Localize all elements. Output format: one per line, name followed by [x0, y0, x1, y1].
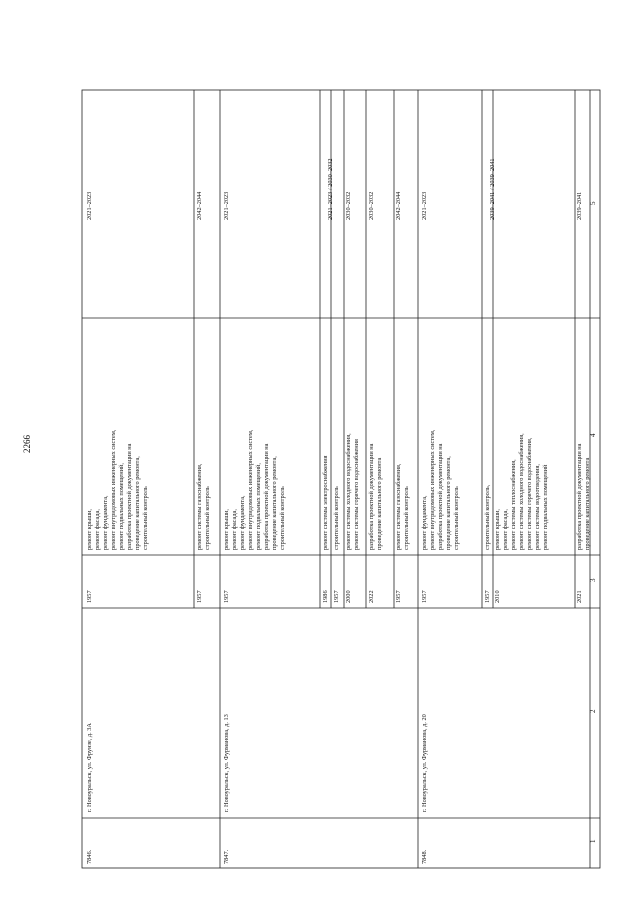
work-line: строительный контроль, [484, 484, 491, 550]
header-col-5: 5 [589, 201, 597, 205]
work-line: проведение капитального ремонта [584, 457, 591, 550]
work-line: проведение капитального ремонта [376, 457, 383, 550]
work-line: ремонт системы газоснабжения, [196, 463, 203, 550]
row-period: 2039–2041 / 2039–2041 [489, 158, 496, 220]
row-year: 2000 [345, 590, 352, 603]
row-works [223, 429, 286, 550]
row-year: 1986 [322, 590, 329, 603]
row-year: 2010 [494, 590, 501, 603]
table-row [421, 158, 591, 864]
work-line: ремонт внутридомовых инженерных систем, [429, 429, 436, 550]
row-period: 2030–2032 [368, 191, 375, 220]
table-row [223, 158, 410, 864]
work-line: ремонт системы холодного водоснабжения, [345, 433, 352, 550]
row-period: 2030–2032 [345, 191, 352, 220]
work-line: строительный контроль [279, 486, 286, 550]
row-number: 7847. [223, 849, 230, 864]
row-period: 2021–2023 / 2030–2032 [327, 158, 334, 220]
work-line: ремонт фундамента, [421, 495, 428, 550]
row-year: 1957 [395, 590, 402, 603]
work-line: ремонт фасада, [502, 509, 509, 550]
work-line: ремонт внутридомовых инженерных систем, [110, 429, 117, 550]
row-period: 2039–2041 [576, 191, 583, 220]
work-line: ремонт системы горячего водоснабжения [353, 439, 360, 550]
work-line: ремонт подвальных помещений, [255, 463, 262, 550]
row-year: 2022 [368, 590, 375, 603]
row-year: 1957 [196, 590, 203, 603]
row-year: 1957 [484, 590, 491, 603]
header-col-3: 3 [589, 578, 597, 582]
work-line: ремонт крыши, [494, 508, 501, 550]
row-address: г. Новоуральск, ул. Фурманова, д. 13 [223, 714, 230, 812]
work-line: строительный контроль [453, 486, 460, 550]
row-year: 1957 [333, 590, 340, 603]
row-year: 1957 [86, 590, 93, 603]
row-works [86, 429, 149, 550]
row-address: г. Новоуральск, ул. Фрунзе, д. 3А [86, 723, 93, 812]
work-line: строительный контроль [142, 486, 149, 550]
row-period: 2042–2044 [395, 191, 402, 220]
row-year: 1957 [223, 590, 230, 603]
work-line: разработка проектной документации на [263, 443, 270, 550]
row-address: г. Новоуральск, ул. Фурманова, д. 20 [421, 714, 428, 812]
row-works [484, 433, 549, 550]
page-number: 2266 [22, 435, 32, 453]
work-line: ремонт крыши, [86, 508, 93, 550]
row-period: 2042–2044 [196, 191, 203, 220]
row-period: 2021–2023 [223, 191, 230, 220]
work-line: разработка проектной документации на [368, 443, 375, 550]
header-col-4: 4 [589, 433, 597, 437]
work-line: строительный контроль [403, 486, 410, 550]
row-works [421, 429, 460, 550]
work-line: проведение капитального ремонта, [445, 456, 452, 550]
work-line: ремонт подвальных помещений [542, 464, 549, 550]
row-period: 2021–2023 [421, 191, 428, 220]
work-line: разработка проектной документации на [576, 443, 583, 550]
work-line: разработка проектной документации на [437, 443, 444, 550]
work-line: ремонт фасада, [231, 509, 238, 550]
work-line: ремонт системы горячего водоснабжения, [526, 437, 533, 550]
work-line: ремонт системы теплоснабжения, [510, 459, 517, 550]
work-line: ремонт системы электроснабжения [322, 455, 329, 550]
work-line: ремонт системы газоснабжения, [395, 463, 402, 550]
work-line: строительный контроль [204, 486, 211, 550]
header-col-1: 1 [589, 839, 597, 843]
work-line: проведение капитального ремонта, [134, 456, 141, 550]
row-year: 2021 [576, 590, 583, 603]
work-line: ремонт фасада, [94, 509, 101, 550]
work-line: проведение капитального ремонта, [271, 456, 278, 550]
table-row [86, 191, 211, 864]
work-line: ремонт фундамента, [239, 495, 246, 550]
work-line: ремонт системы холодного водоснабжения, [518, 433, 525, 550]
row-number: 7848. [421, 849, 428, 864]
row-number: 7846. [86, 849, 93, 864]
work-line: ремонт фундамента, [102, 495, 109, 550]
row-period: 2021–2023 [86, 191, 93, 220]
row-year: 1957 [421, 590, 428, 603]
work-line: разработка проектной документации на [126, 443, 133, 550]
work-line: ремонт внутридомовых инженерных систем, [247, 429, 254, 550]
work-line: ремонт системы водоотведения, [534, 464, 541, 550]
work-line: ремонт подвальных помещений, [118, 463, 125, 550]
work-line: ремонт крыши, [223, 508, 230, 550]
work-line: строительный контроль [333, 486, 340, 550]
header-col-2: 2 [589, 709, 597, 713]
